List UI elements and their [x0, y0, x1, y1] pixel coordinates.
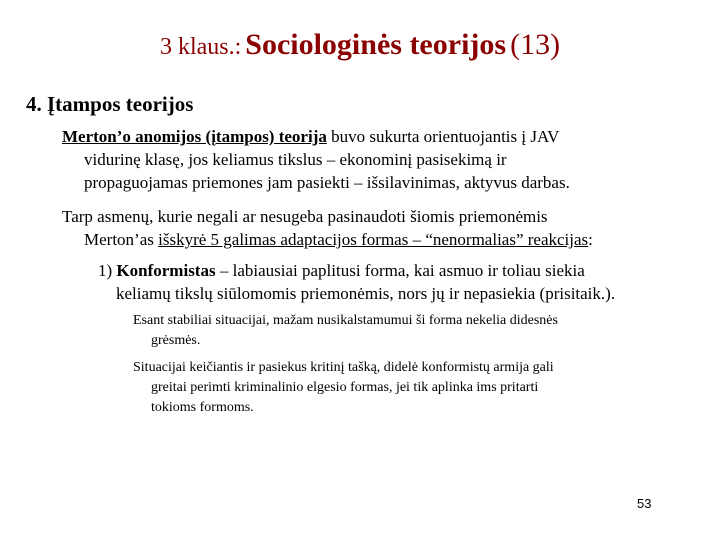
subpoint-stable-situation — [133, 311, 558, 351]
paragraph-line — [62, 228, 593, 251]
conformist-term: Konformistas — [116, 261, 216, 280]
title-main: Sociologinės teorijos — [245, 28, 507, 61]
paragraph-text: – labiausiai paplitusi forma, kai asmuo ir toliau siekia — [215, 261, 585, 280]
subpoint-line: Situacijai keičiantis ir pasiekus kritinį tašką, didelė konformistų armija gali — [133, 360, 554, 375]
adaptation-forms-underlined: išskyrė 5 galimas adaptacijos formas – “nenormalias” reakcijas — [158, 230, 589, 249]
paragraph-line: Tarp asmenų, kurie negali ar nesugeba pasinaudoti šiomis priemonėmis — [62, 207, 548, 226]
paragraph-line — [98, 259, 615, 282]
subpoint-line: Esant stabiliai situacijai, mažam nusikalstamumui ši forma nekelia didesnės — [133, 313, 558, 328]
title-prefix: 3 klaus.: — [159, 34, 242, 60]
subpoint-line: greitai perimti kriminalinio elgesio formas, jei tik aplinka ims pritarti — [151, 380, 539, 395]
paragraph-conformist — [98, 259, 615, 305]
paragraph-merton-theory — [62, 125, 570, 194]
paragraph-text: buvo sukurta orientuojantis į JAV — [326, 127, 560, 146]
subpoint-changing-situation — [133, 358, 554, 418]
theory-name: Merton’o anomijos (įtampos) teorija — [62, 127, 327, 146]
title-number: (13) — [510, 28, 561, 61]
paragraph-line: vidurinę klasę, jos keliamus tikslus – ekonominį pasisekimą ir — [84, 150, 507, 169]
paragraph-line: propaguojamas priemones jam pasiekti – išsilavinimas, aktyvus darbas. — [84, 173, 570, 192]
paragraph-text: : — [588, 230, 593, 249]
paragraph-line: keliamų tikslų siūlomomis priemonėmis, nors jų ir nepasiekia (prisitaik.). — [116, 284, 616, 303]
paragraph-text: Merton’as — [84, 230, 159, 249]
paragraph-adaptation-forms — [62, 205, 593, 251]
list-number: 1) — [98, 261, 117, 280]
paragraph-line — [62, 125, 570, 148]
page-number: 53 — [637, 496, 652, 511]
subpoint-line: tokioms formoms. — [151, 400, 254, 415]
subpoint-line: grėsmės. — [151, 333, 201, 348]
slide-title — [0, 28, 720, 62]
section-heading: 4. Įtampos teorijos — [26, 92, 194, 116]
